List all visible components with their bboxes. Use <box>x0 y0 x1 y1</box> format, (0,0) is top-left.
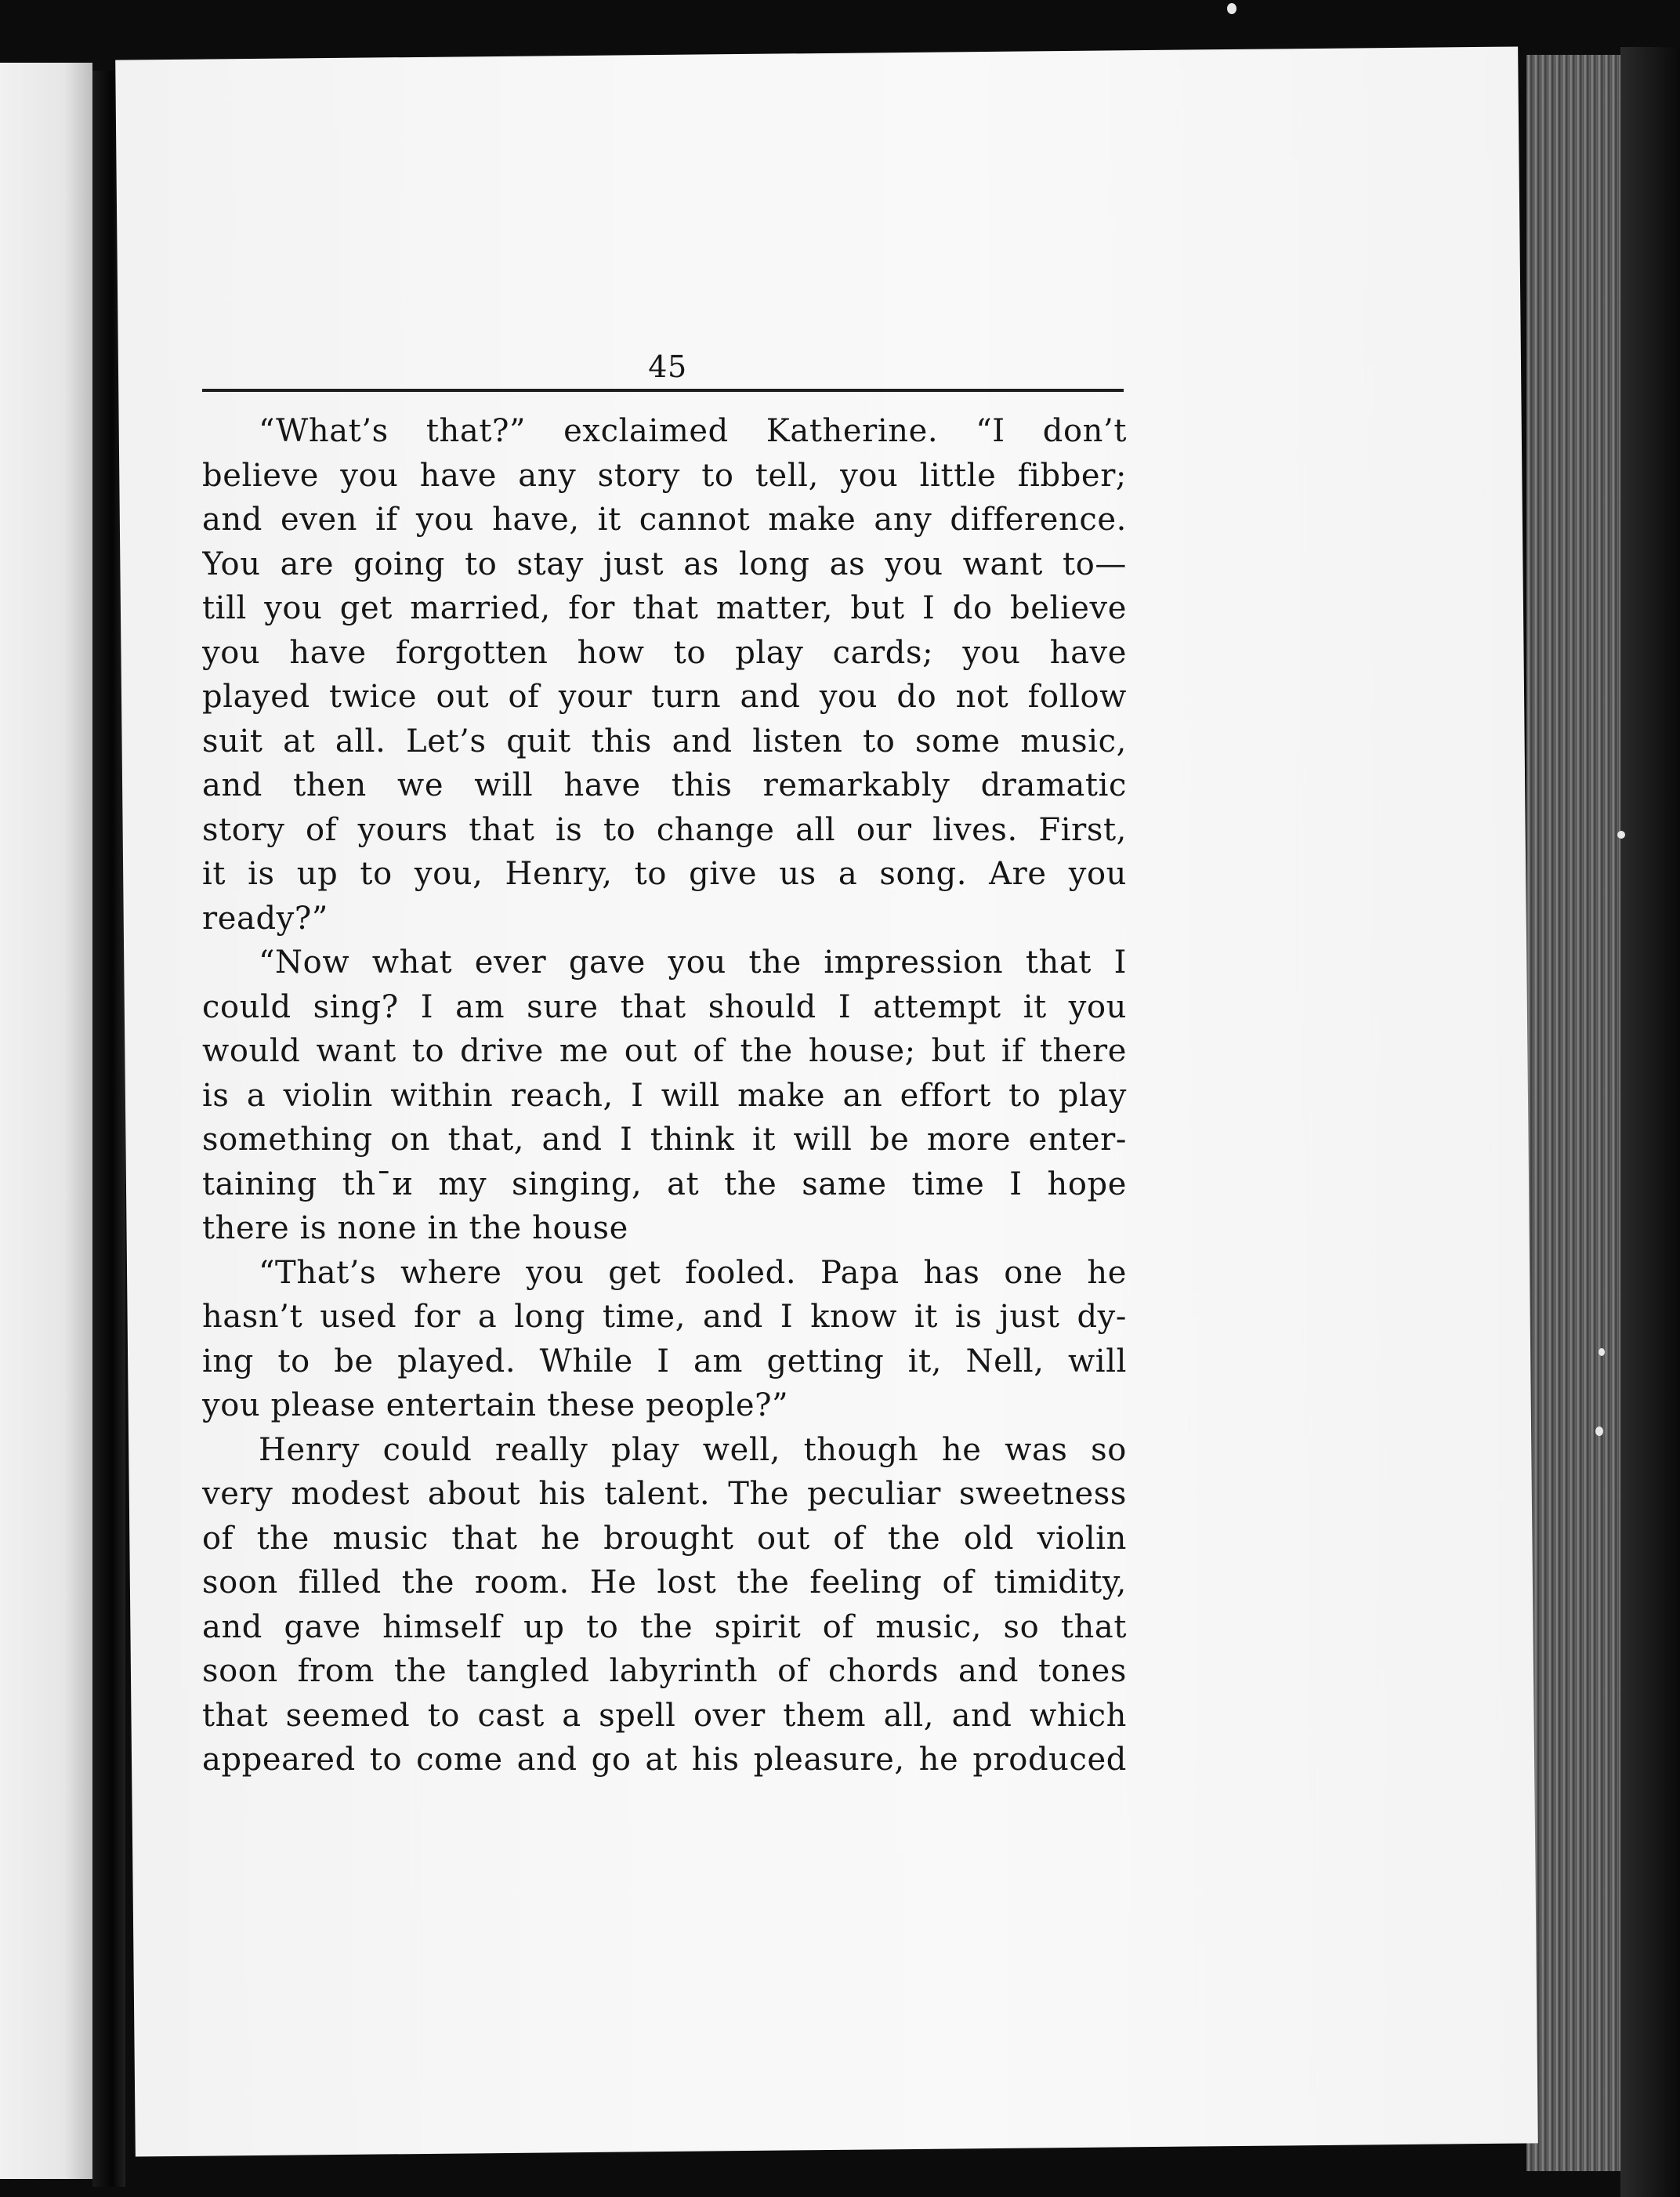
text-line: played twice out of your turn and you do not follow <box>202 679 1127 715</box>
text-line: soon filled the room. He lost the feeling of timidity, <box>202 1564 1127 1601</box>
text-line: of the music that he brought out of the old violin <box>202 1520 1127 1557</box>
text-line: till you get married, for that matter, but I do believe <box>202 590 1127 626</box>
text-line: and then we will have this remarkably dramatic <box>202 767 1127 803</box>
text-line: “That’s where you get fooled. Papa has one he <box>259 1254 1127 1291</box>
text-line: hasn’t used for a long time, and I know it is just dy- <box>202 1299 1127 1335</box>
text-line: taining th¯и my singing, at the same time I hope <box>202 1166 1127 1202</box>
text-line: “Now what ever gave you the impression that I <box>259 944 1127 981</box>
scan-dust-speck <box>1617 831 1625 839</box>
scan-dust-speck <box>1227 3 1236 14</box>
text-line: something on that, and I think it will be more enter- <box>202 1122 1127 1158</box>
scan-border-right <box>1620 47 1680 2197</box>
facing-page-edge <box>0 63 92 2179</box>
text-line: story of yours that is to change all our lives. First, <box>202 811 1127 848</box>
page-text-block <box>202 351 1268 1782</box>
text-line: it is up to you, Henry, to give us a song. Are you <box>202 856 1127 892</box>
page-number: 45 <box>648 350 687 384</box>
text-line: would want to drive me out of the house; but if there <box>202 1033 1127 1069</box>
text-line: you have forgotten how to play cards; you have <box>202 634 1127 671</box>
scan-dust-speck <box>1595 1427 1603 1436</box>
text-line: Henry could really play well, though he was so <box>259 1431 1127 1468</box>
text-line: and even if you have, it cannot make any difference. <box>202 502 1127 538</box>
text-line: very modest about his talent. The peculiar sweetness <box>202 1476 1127 1512</box>
text-line: is a violin within reach, I will make an effort to play <box>202 1077 1127 1114</box>
text-line: you please entertain these people?” <box>202 1387 789 1423</box>
text-line: “What’s that?” exclaimed Katherine. “I don’t <box>259 413 1127 449</box>
text-line: could sing? I am sure that should I attempt it you <box>202 988 1127 1025</box>
text-line: suit at all. Let’s quit this and listen to some music, <box>202 723 1127 760</box>
text-line: You are going to stay just as long as you want to— <box>202 546 1127 582</box>
text-line: ready?” <box>202 900 328 937</box>
text-line: appeared to come and go at his pleasure, he produced <box>202 1742 1127 1778</box>
text-line: soon from the tangled labyrinth of chords and tones <box>202 1653 1127 1689</box>
page-block-edges <box>1526 55 1620 2171</box>
header-rule <box>202 389 1124 392</box>
text-line: that seemed to cast a spell over them all, and which <box>202 1697 1127 1734</box>
text-line: there is none in the house <box>202 1210 628 1246</box>
text-line: ing to be played. While I am getting it, Nell, will <box>202 1343 1127 1379</box>
text-line: and gave himself up to the spirit of music, so that <box>202 1608 1127 1645</box>
text-line: believe you have any story to tell, you little fibber; <box>202 457 1127 494</box>
scan-dust-speck <box>1599 1348 1605 1356</box>
